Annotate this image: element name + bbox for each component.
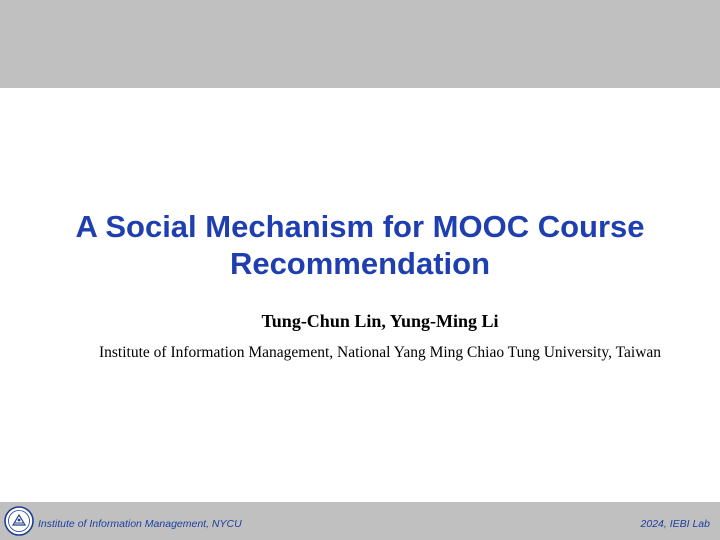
slide-affiliation: Institute of Information Management, National Yang Ming Chiao Tung University, Taiwan	[98, 344, 662, 361]
footer-lab-label: 2024, IEBI Lab	[640, 518, 710, 530]
slide-authors: Tung-Chun Lin, Yung-Ming Li	[261, 311, 499, 331]
university-seal-icon	[4, 506, 34, 536]
slide-title: A Social Mechanism for MOOC Course Recommendation	[75, 209, 645, 281]
header-band	[0, 0, 720, 88]
footer-institute-label: Institute of Information Management, NYCU	[38, 518, 242, 530]
